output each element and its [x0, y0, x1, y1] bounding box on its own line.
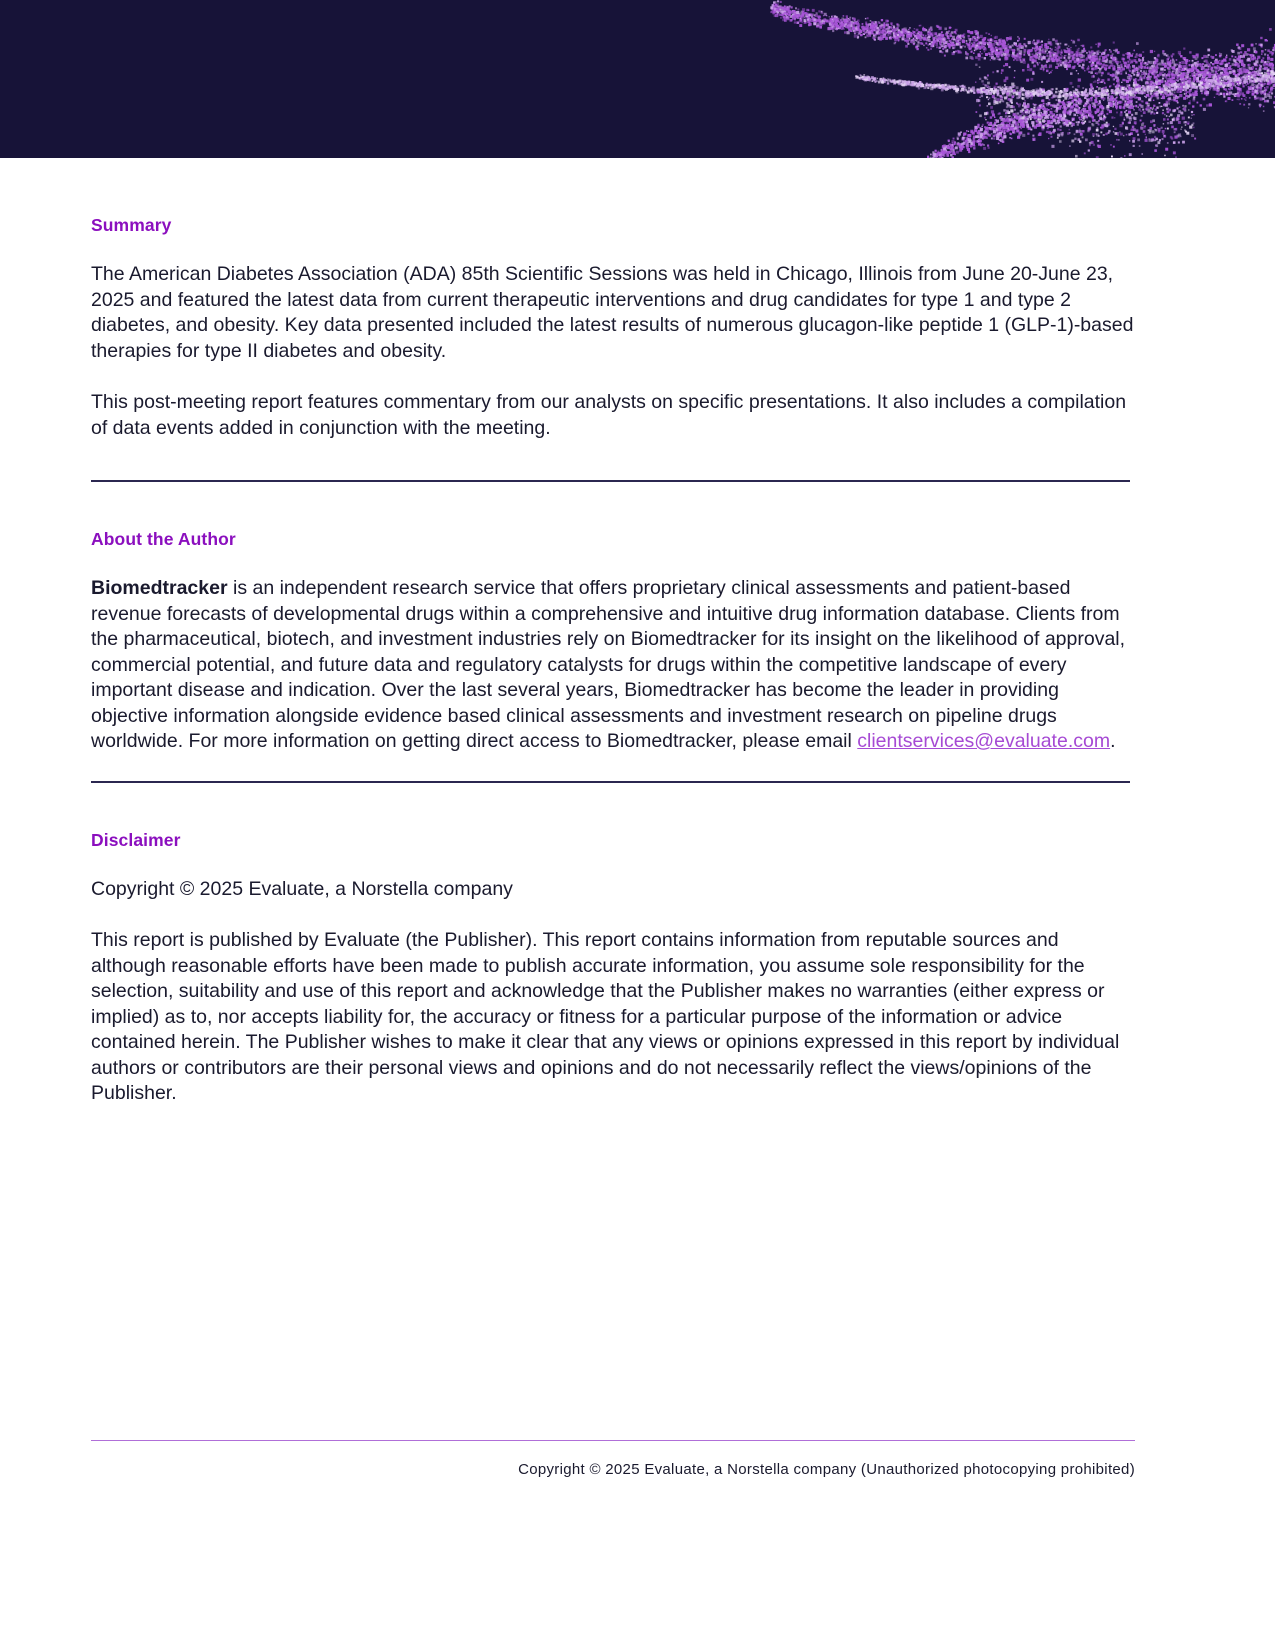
disclaimer-copyright-line: Copyright © 2025 Evaluate, a Norstella company — [91, 877, 513, 900]
summary-heading: Summary — [91, 215, 172, 235]
summary-paragraph-1: The American Diabetes Association (ADA) 85th Scientific Sessions was held in Chicago, Illinois from June 20-June 23, 2025 and featured the latest data from current therapeutic interventions and drug candidates for type 1 and type 2 diabetes, and obesity. Key data presented included the latest results of numerous glucagon-like peptide 1 (GLP-1)-based therapies for type II diabetes and obesity. — [91, 263, 1134, 362]
spacer — [91, 783, 1135, 830]
page-header-banner — [0, 0, 1275, 158]
about-author-paragraph — [91, 576, 1135, 755]
disclaimer-section — [91, 830, 1135, 1107]
disclaimer-heading: Disclaimer — [91, 829, 181, 850]
about-author-section — [91, 529, 1135, 755]
about-author-heading: About the Author — [91, 529, 236, 549]
disclaimer-paragraph: This report is published by Evaluate (the Publisher). This report contains information from reputable sources and although reasonable efforts have been made to publish accurate information, you assume sole responsibility for the selection, suitability and use of this report and acknowledge that the Publisher makes no warranties (either express or implied) as to, nor accepts liability for, the accuracy or fitness for a particular purpose of the information or advice contained herein. The Publisher wishes to make it clear that any views or opinions expressed in this report by individual authors or contributors are their personal views and opinions and do not necessarily reflect the views/opinions of the Publisher. — [91, 929, 1120, 1104]
particle-wave-graphic — [675, 0, 1275, 158]
client-services-email-link[interactable]: clientservices@evaluate.com — [857, 730, 1111, 752]
about-author-body-text: is an independent research service that offers proprietary clinical assessments and patient-based revenue forecasts of developmental drugs within a comprehensive and intuitive drug information database. Clients from the pharmaceutical, biotech, and investment industries rely on Biomedtracker for its insight on the likelihood of approval, commercial potential, and future data and regulatory catalysts for drugs within the competitive landscape of every important disease and indication. Over the last several years, Biomedtracker has become the leader in providing objective information alongside evidence based clinical assessments and investment research on pipeline drugs worldwide. For more information on getting direct access to Biomedtracker, please email — [91, 577, 1126, 752]
page-footer — [0, 1440, 1275, 1478]
about-author-body-tail: . — [1110, 730, 1116, 752]
summary-section — [91, 158, 1135, 441]
biomedtracker-label: Biomedtracker — [91, 577, 228, 599]
spacer — [91, 482, 1135, 529]
summary-paragraph-2: This post-meeting report features commentary from our analysts on specific presentations. It also includes a compilation of data events added in conjunction with the meeting. — [91, 391, 1127, 439]
footer-copyright-text: Copyright © 2025 Evaluate, a Norstella company (Unauthorized photocopying prohibited) — [518, 1461, 1135, 1478]
page-content — [0, 158, 1275, 1107]
footer-divider — [91, 1440, 1135, 1441]
